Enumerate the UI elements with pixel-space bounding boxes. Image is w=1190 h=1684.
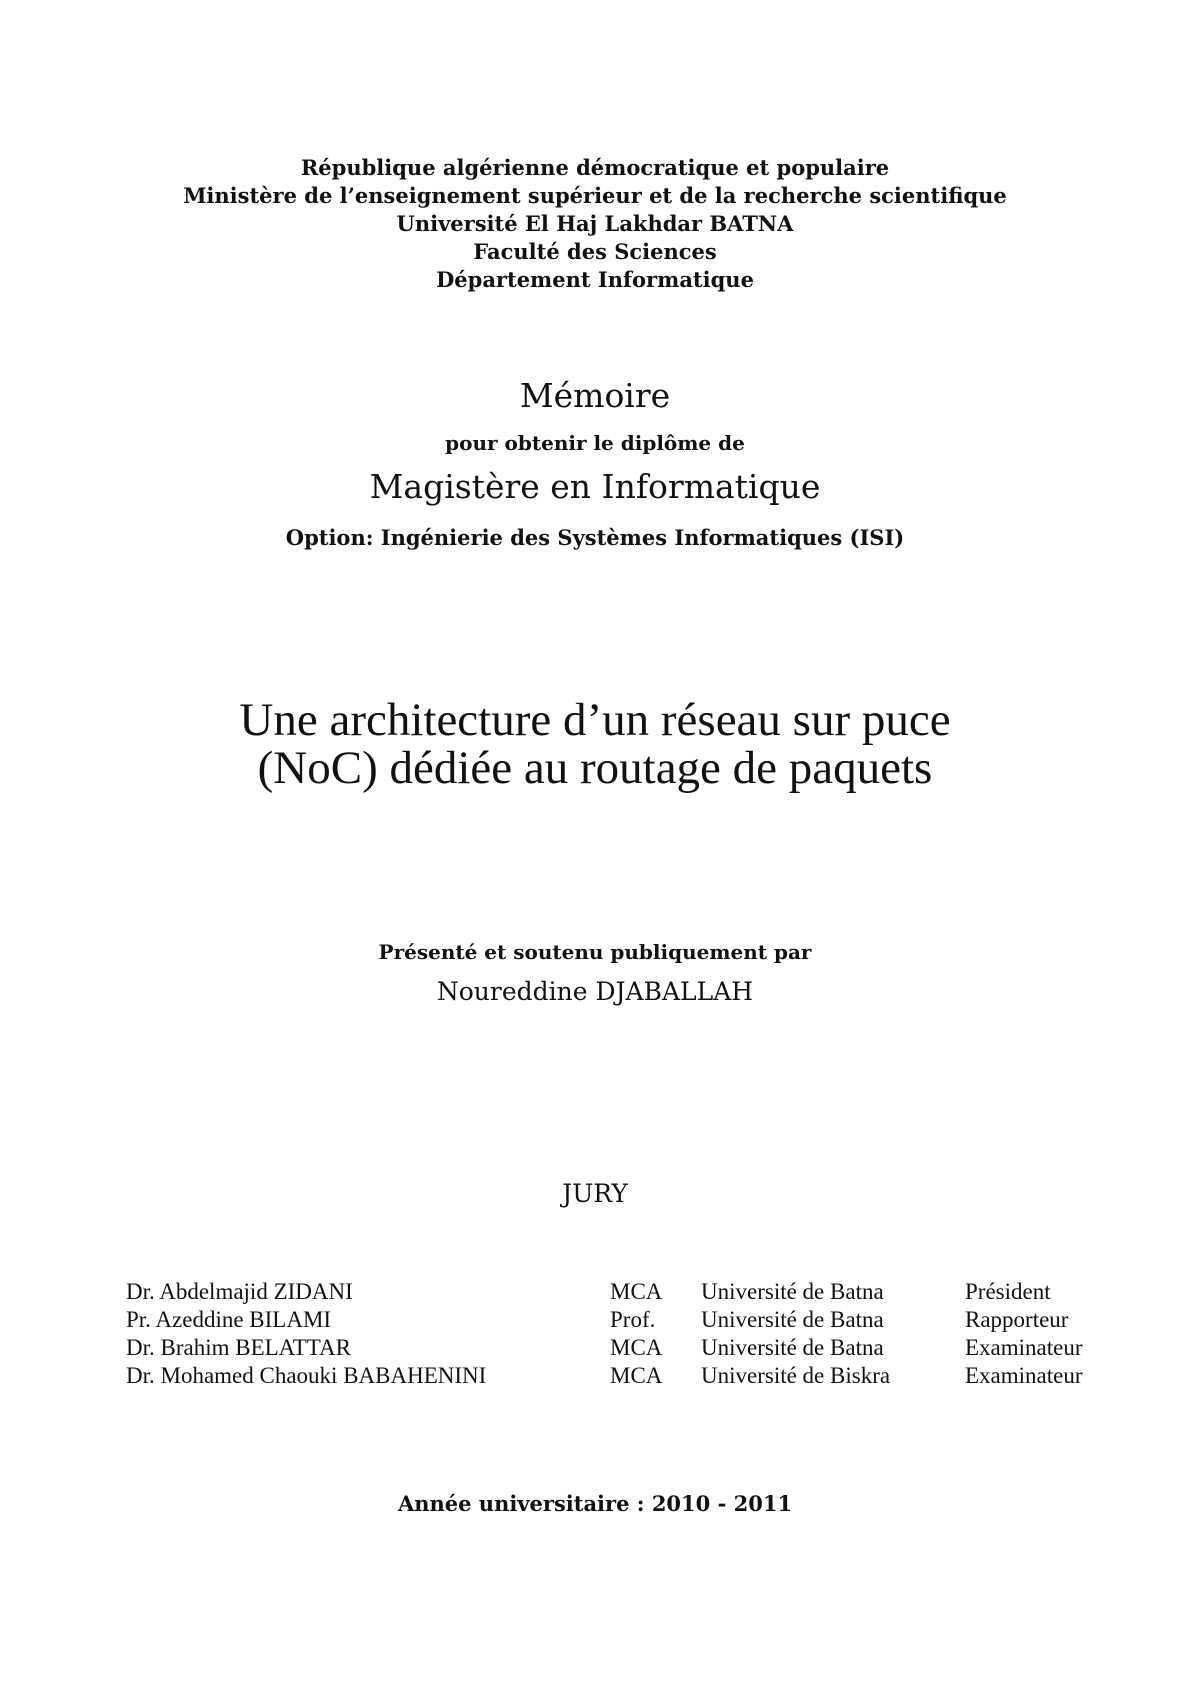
jury-member-role: Examinateur [965,1335,1083,1360]
jury-member-role: Examinateur [965,1363,1083,1388]
jury-member-role: Président [965,1279,1051,1304]
presented-by-label: Présenté et soutenu publiquement par [378,940,812,964]
jury-member-university: Université de Batna [701,1335,884,1360]
option-line: Option: Ingénierie des Systèmes Informatiques (ISI) [285,525,905,550]
jury-member-grade: Prof. [610,1307,656,1332]
jury-row [126,1334,1083,1362]
jury-member-university: Université de Biskra [701,1363,891,1388]
jury-member-grade: MCA [610,1363,663,1388]
degree-title: Magistère en Informatique [369,467,821,506]
header-line-faculty: Faculté des Sciences [473,239,717,264]
jury-table [126,1278,1083,1390]
academic-year: Année universitaire : 2010 - 2011 [397,1491,793,1516]
jury-member-name: Dr. Mohamed Chaouki BABAHENINI [126,1363,487,1388]
jury-row [126,1306,1083,1334]
jury-member-university: Université de Batna [701,1279,884,1304]
jury-row [126,1278,1083,1306]
thesis-title [0,696,1190,792]
jury-member-name: Dr. Brahim BELATTAR [126,1335,351,1360]
jury-member-university: Université de Batna [701,1307,884,1332]
header-line-university: Université El Haj Lakhdar BATNA [396,211,794,236]
memoire-subtitle: pour obtenir le diplôme de [445,431,745,455]
header-line-republic: République algérienne démocratique et populaire [300,155,890,180]
jury-member-grade: MCA [610,1279,663,1304]
jury-member-role: Rapporteur [965,1307,1069,1332]
jury-member-name: Pr. Azeddine BILAMI [126,1307,332,1332]
header-line-ministry: Ministère de l’enseignement supérieur et de la recherche scientifique [183,183,1007,208]
jury-member-grade: MCA [610,1335,663,1360]
jury-row [126,1362,1083,1390]
jury-member-name: Dr. Abdelmajid ZIDANI [126,1279,353,1304]
author-name: Noureddine DJABALLAH [436,977,754,1006]
jury-heading: JURY [562,1179,628,1208]
thesis-title-line-2: (NoC) dédiée au routage de paquets [257,742,933,794]
header-line-department: Département Informatique [436,267,754,292]
institution-header [0,154,1190,294]
thesis-title-line-1: Une architecture d’un réseau sur puce [239,694,951,746]
memoire-title: Mémoire [519,376,671,415]
